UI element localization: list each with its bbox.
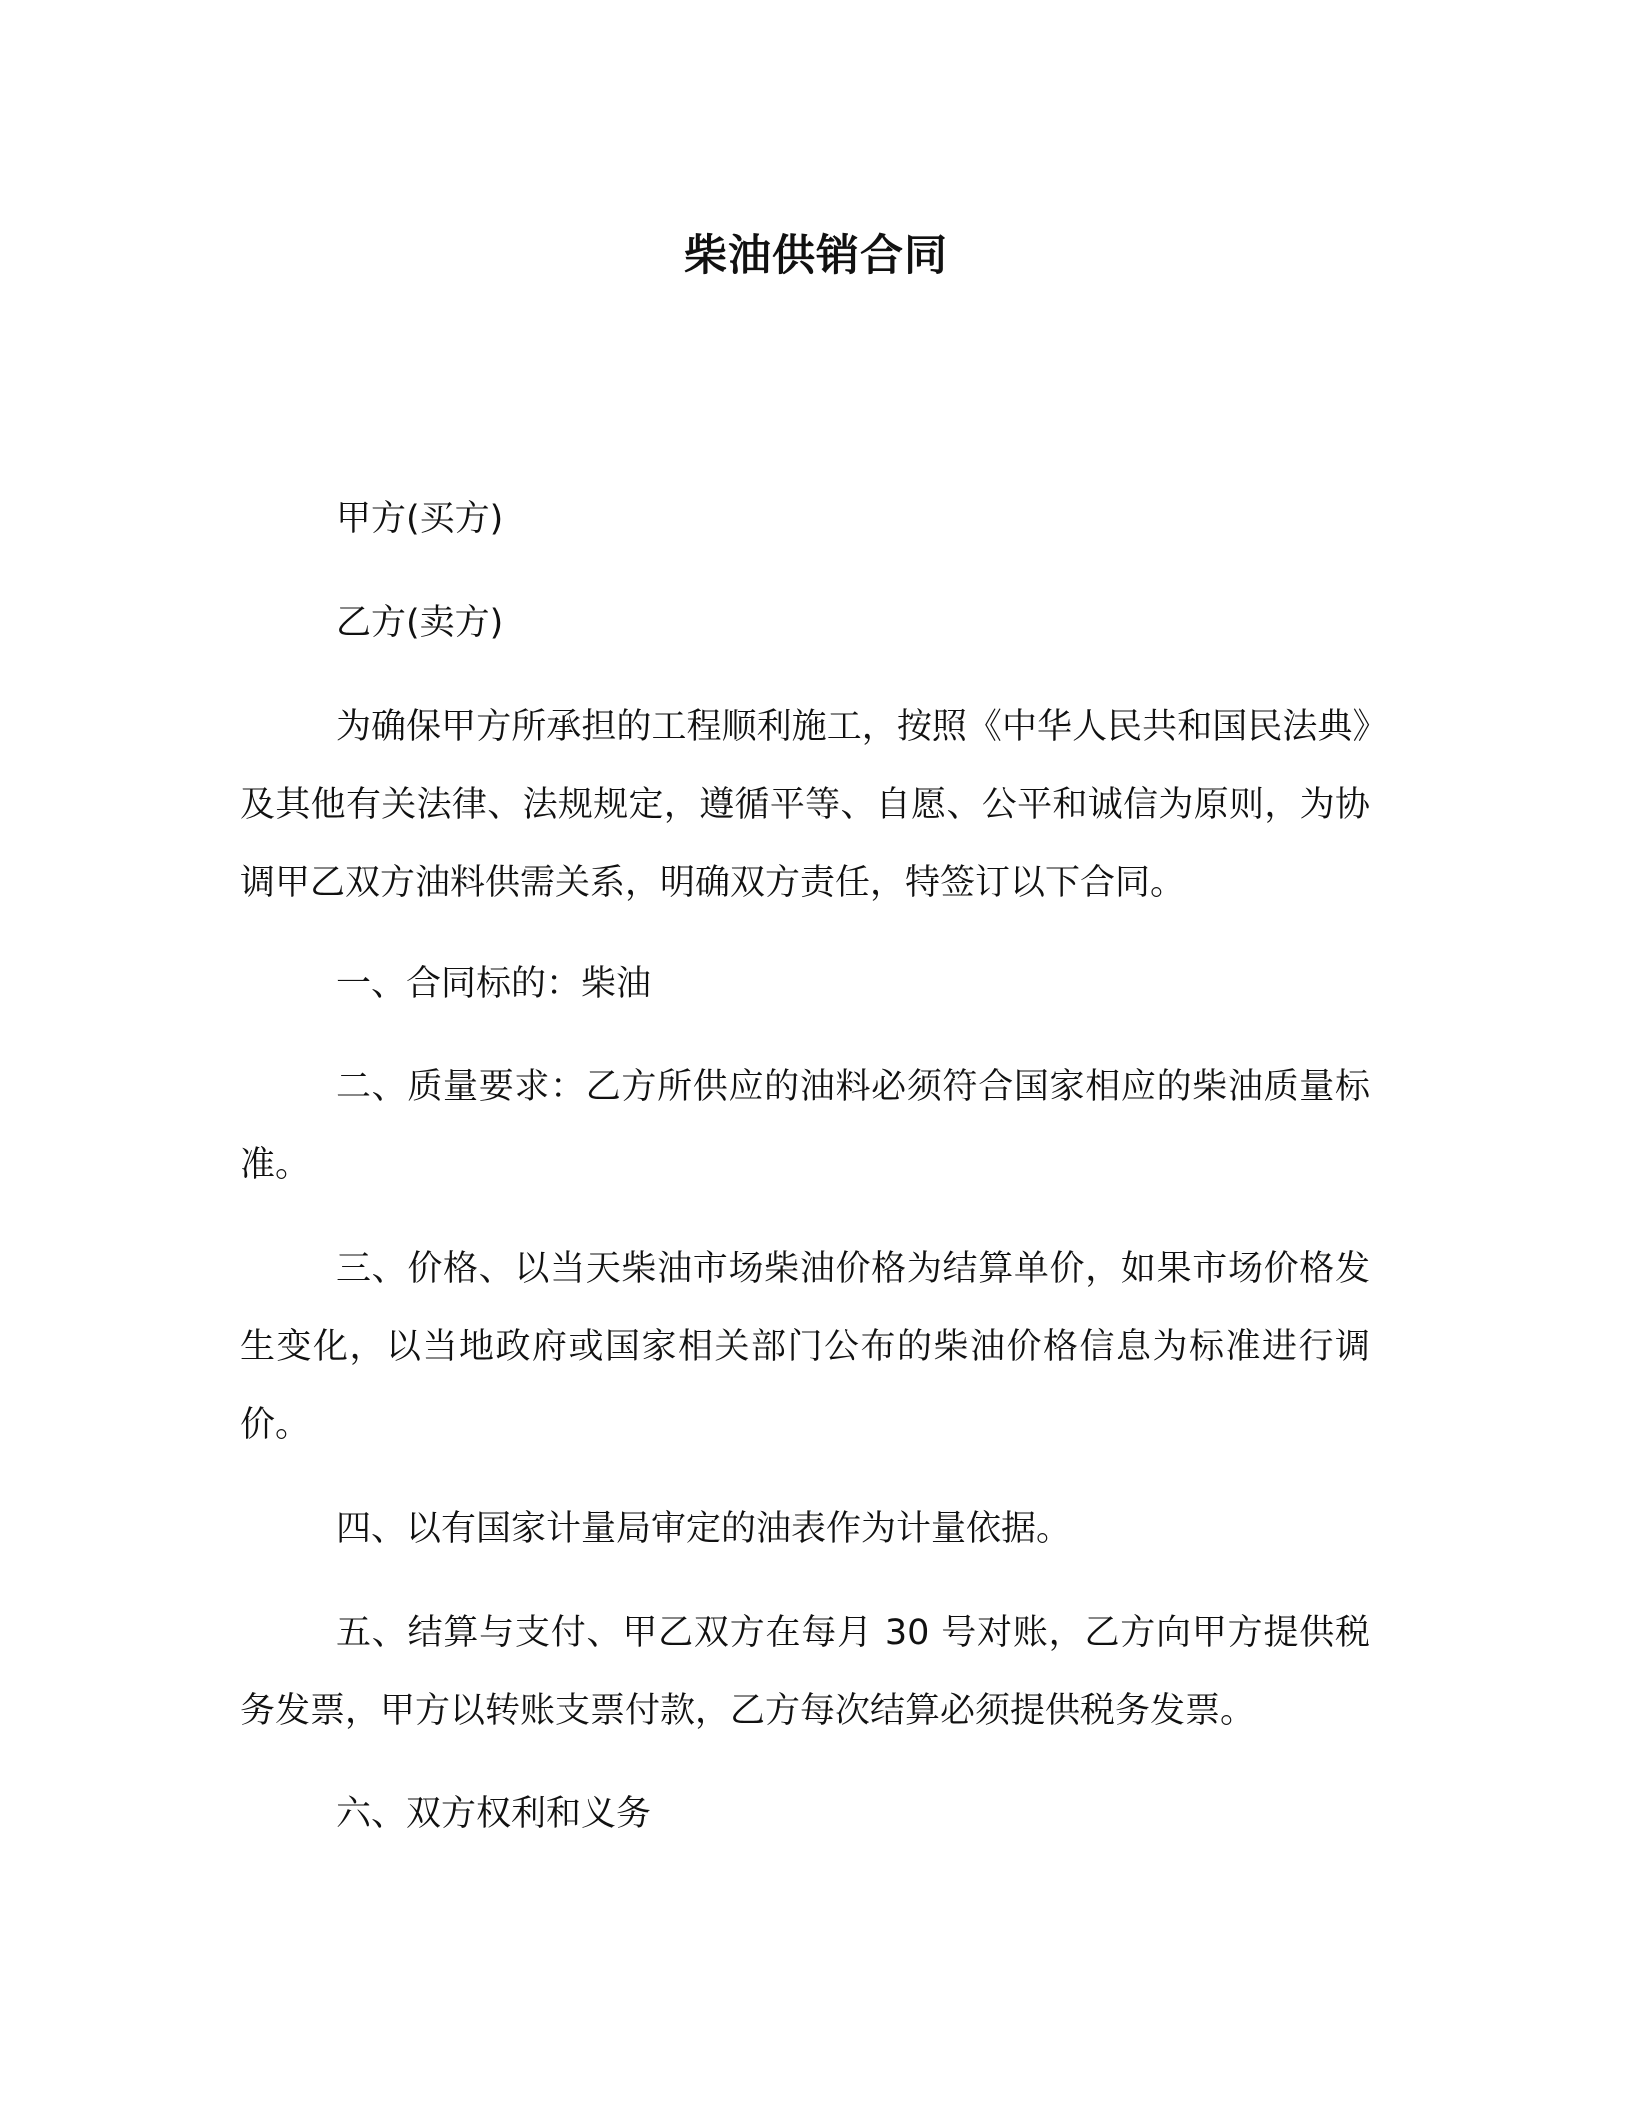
preamble-paragraph: 为确保甲方所承担的工程顺利施工，按照《中华人民共和国民法典》及其他有关法律、法规规定，遵循平等、自愿、公平和诚信为原则，为协调甲乙双方油料供需关系，明确双方责任，特签订以下合同。 bbox=[240, 707, 1370, 903]
clause-1: 一、合同标的：柴油 bbox=[336, 964, 652, 1004]
clause-3: 三、价格、以当天柴油市场柴油价格为结算单价，如果市场价格发生变化，以当地政府或国家相关部门公布的柴油价格信息为标准进行调价。 bbox=[240, 1249, 1370, 1445]
clause-6: 六、双方权利和义务 bbox=[336, 1794, 652, 1834]
clause-5: 五、结算与支付、甲乙双方在每月 30 号对账，乙方向甲方提供税务发票，甲方以转账支票付款，乙方每次结算必须提供税务发票。 bbox=[240, 1613, 1370, 1731]
clause-4: 四、以有国家计量局审定的油表作为计量依据。 bbox=[336, 1509, 1072, 1549]
party-b-line: 乙方(卖方) bbox=[336, 603, 504, 643]
clause-2: 二、质量要求：乙方所供应的油料必须符合国家相应的柴油质量标准。 bbox=[240, 1067, 1370, 1185]
document-title: 柴油供销合同 bbox=[684, 231, 948, 281]
party-a-line: 甲方(买方) bbox=[336, 499, 504, 539]
